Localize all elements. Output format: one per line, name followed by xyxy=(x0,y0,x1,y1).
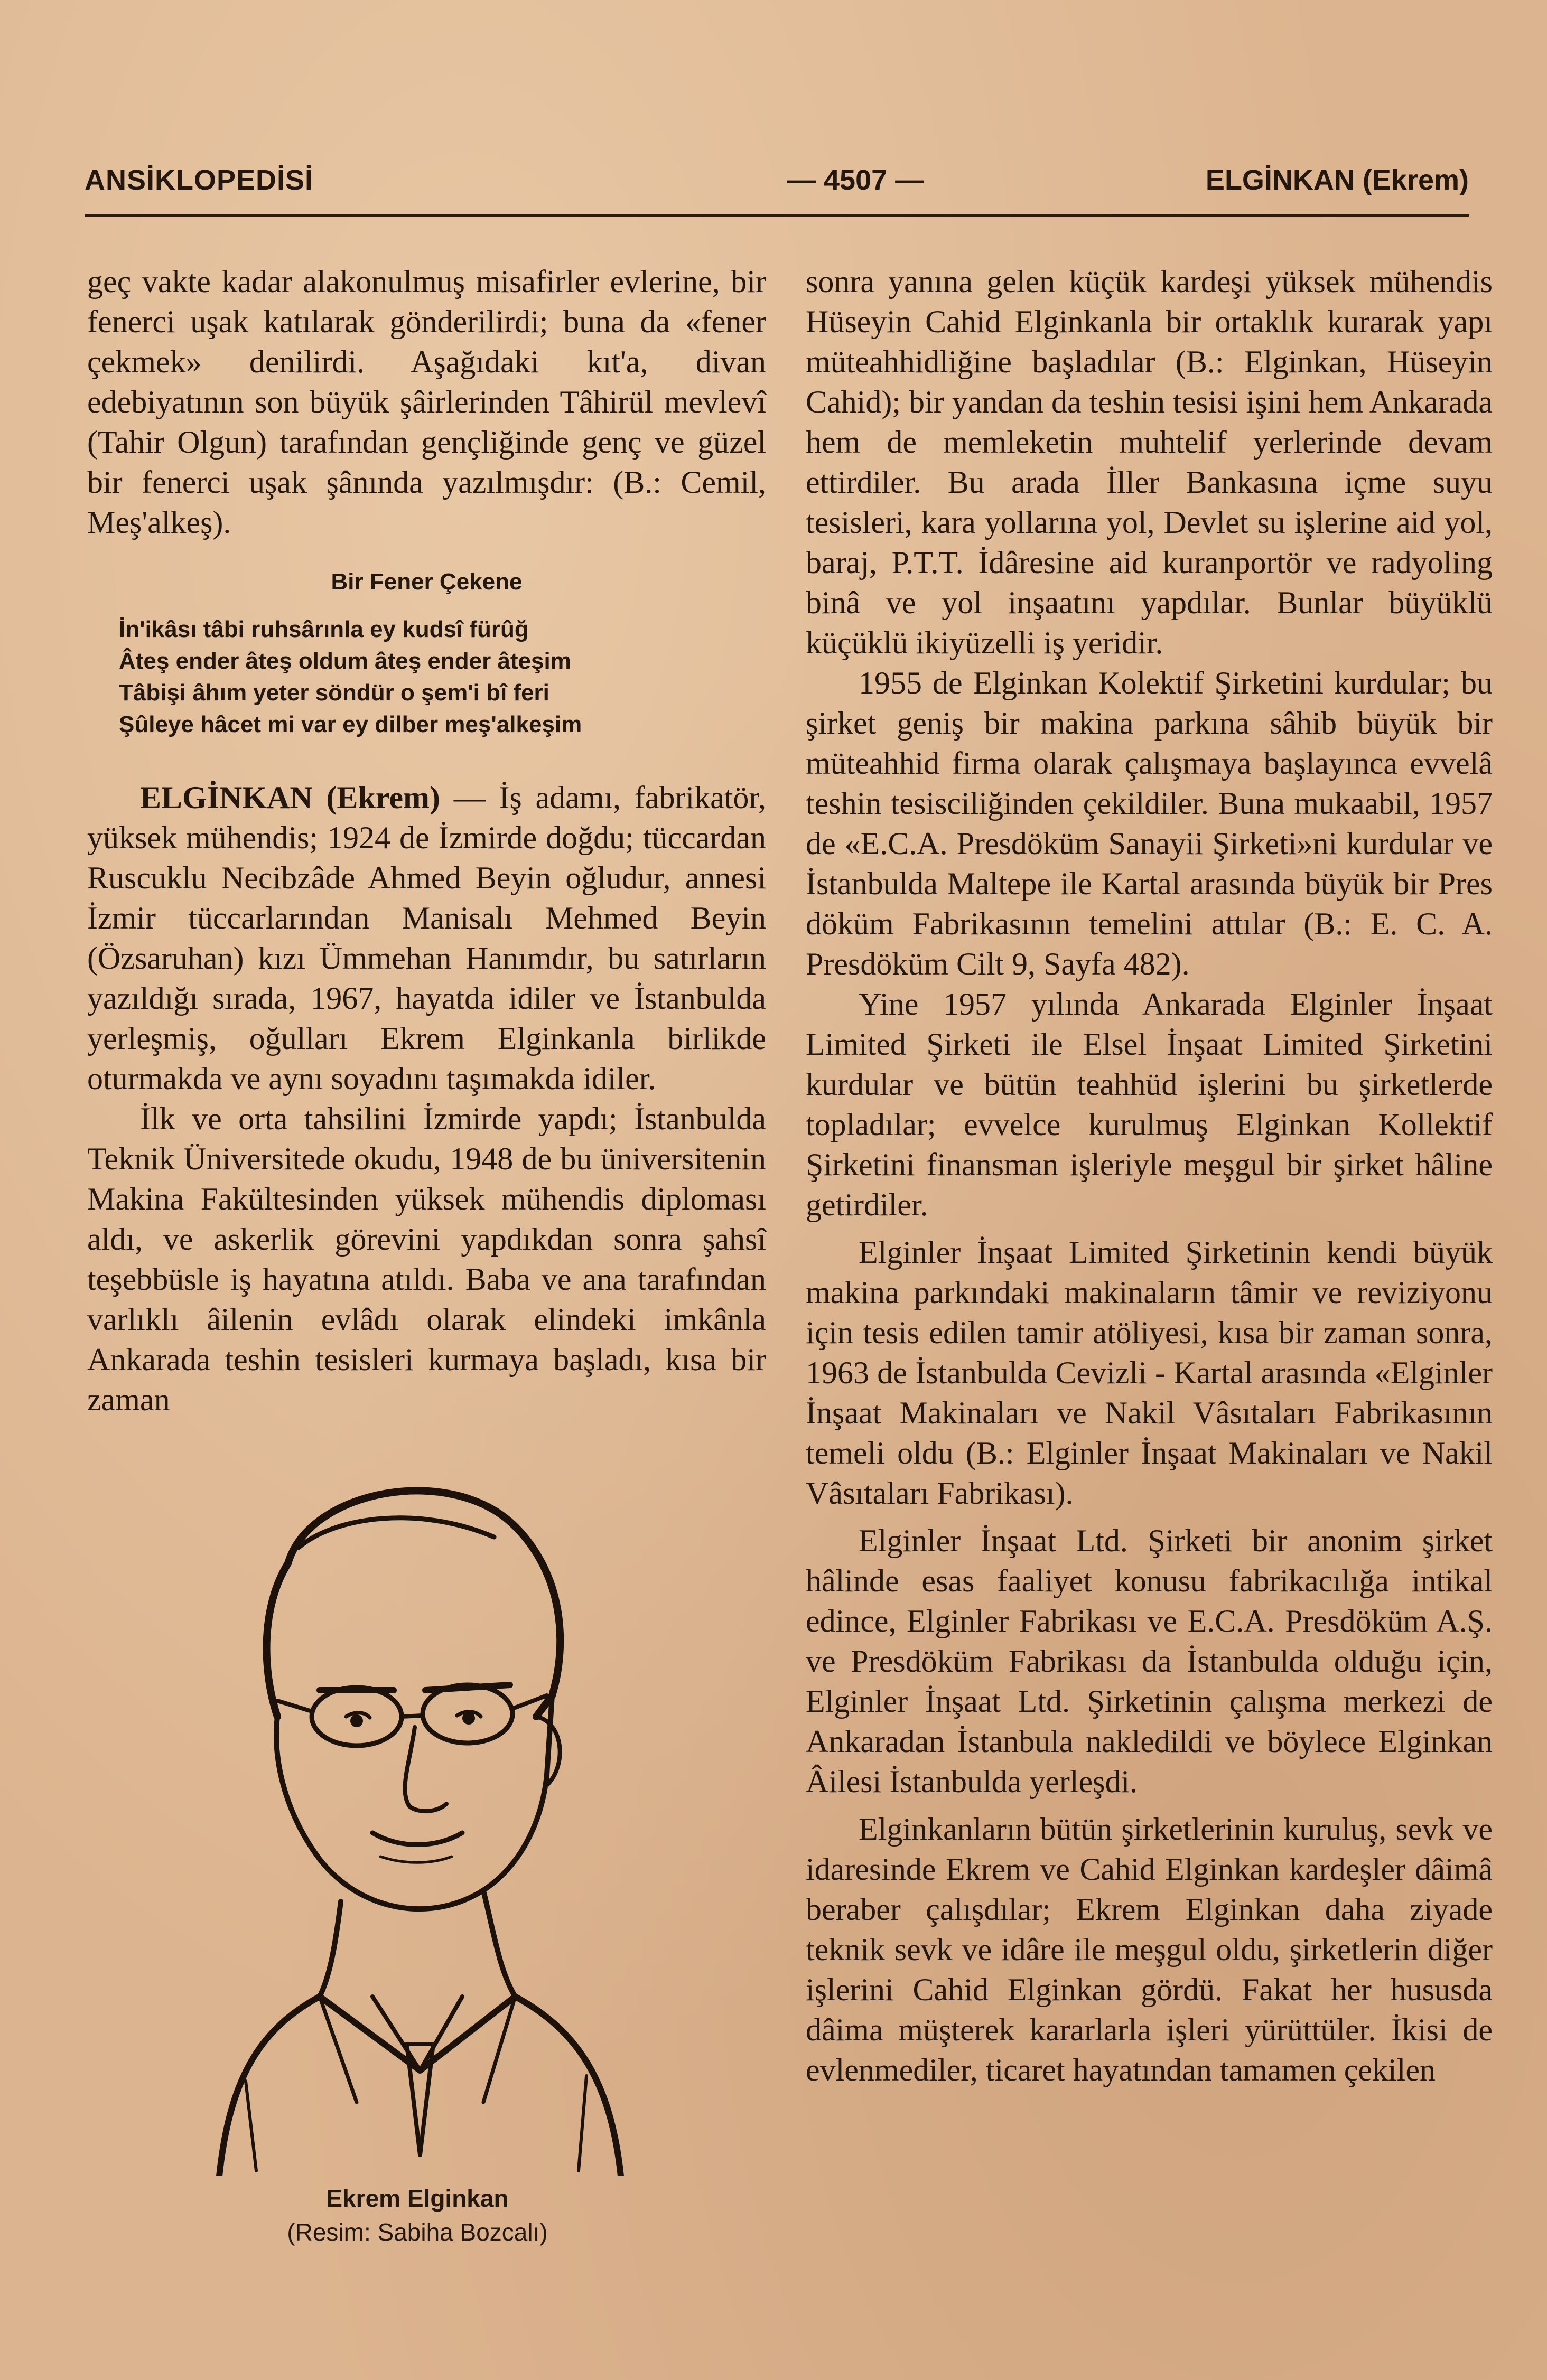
right-paragraph-2: 1955 de Elginkan Kolektif Şirketini kurdular; bu şirket geniş bir makina parkına sâhib büyük bir müteahhid firma olarak çalışmaya başlayınca evvelâ teshin tesisciliğinden çekildiler. Buna mukaabil, 1957 de «E.C.A. Presdöküm Sanayii Şirketi»ni kurdular ve İstanbulda Maltepe ile Kartal arasında büyük bir Pres döküm Fabrikasının temelini attılar (B.: E. C. A. Presdöküm Cilt 9, Sayfa 482). xyxy=(806,666,1493,981)
page-header xyxy=(85,158,1469,201)
right-paragraph-5: Elginler İnşaat Ltd. Şirketi bir anonim şirket hâlinde esas faaliyet konusu fabrikacılığa intikal edince, Elginler Fabrikası ve E.C.A. Presdöküm A.Ş. ve Presdöküm Fabrikası da İstanbulda olduğu için, Elginler İnşaat Ltd. Şirketinin çalışma merkezi de Ankaradan İstanbula nakledildi ve böylece Elginkan Âilesi İstanbulda yerleşdi. xyxy=(806,1523,1493,1799)
portrait-illustration xyxy=(198,1468,637,2176)
intro-paragraph: geç vakte kadar alakonulmuş misafirler evlerine, bir fenerci uşak katılarak gönderilirdi; buna da «fener çekmek» denilirdi. Aşağıdaki kıt'a, divan edebiyatının son büyük şâirlerinden Tâhirül mevlevî (Tahir Olgun) tarafından gençliğinde genç ve güzel bir fenerci uşak şânında yazılmışdır: (B.: Cemil, Meş'alkeş). xyxy=(87,264,766,540)
entry-paragraph-1 xyxy=(87,777,766,1099)
right-column xyxy=(806,261,1493,2090)
right-paragraph-6: Elginkanların bütün şirketlerinin kuruluş, sevk ve idaresinde Ekrem ve Cahid Elginkan kardeşler dâimâ beraber çalışdılar; Ekrem Elginkan daha ziyade teknik sevk ve idâre ile meşgul oldu, şirketlerin diğer işlerini Cahid Elginkan gördü. Fakat her hususda dâima müşterek kararlarla işleri yürüttüler. İkisi de evlenmediler, ticaret hayatından tamamen çekilen xyxy=(806,1812,1493,2087)
right-paragraph-3: Yine 1957 yılında Ankarada Elginler İnşaat Limited Şirketi ile Elsel İnşaat Limited Şirketini kurdular ve bütün teahhüd işlerini bu şirketlerde topladılar; evvelce kurulmuş Elginkan Kollektif Şirketini finansman işleriyle meşgul bir şirket hâline getirdiler. xyxy=(806,987,1493,1222)
header-right-title: ELGİNKAN (Ekrem) xyxy=(1205,164,1469,196)
caption-name: Ekrem Elginkan xyxy=(326,2185,509,2212)
poem-line: Âteş ender âteş oldum âteş ender âteşim xyxy=(119,648,571,674)
portrait-drawing xyxy=(198,1468,637,2176)
poem-line: Tâbişi âhım yeter söndür o şem'i bî feri xyxy=(119,680,549,706)
caption-credit: (Resim: Sabiha Bozcalı) xyxy=(287,2218,548,2246)
right-paragraph-4: Elginler İnşaat Limited Şirketinin kendi büyük makina parkındaki makinaların tâmir ve reviziyonu için tesis edilen tamir atöliyesi, kısa bir zaman sonra, 1963 de İstanbulda Cevizli - Kartal arasında «Elginler İnşaat Makinaları ve Nakil Vâsıtaları Fabrikasının temeli oldu (B.: Elginler İnşaat Makinaları ve Nakil Vâsıtaları Fabrikası). xyxy=(806,1235,1493,1511)
left-column xyxy=(87,261,766,1420)
header-left-title: ANSİKLOPEDİSİ xyxy=(85,164,314,196)
entry-paragraph-2: İlk ve orta tahsilini İzmirde yapdı; İstanbulda Teknik Üniversitede okudu, 1948 de bu üniversitenin Makina Fakültesinden yüksek mühendis diploması aldı, ve askerlik görevini yapdıkdan sonra şahsî teşebbüsle iş hayatına atıldı. Baba ve ana tarafından varlıklı âilenin evlâdı olarak elindeki imkânla Ankarada teshin tesisleri kurmaya başladı, kısa bir zaman xyxy=(87,1101,766,1417)
figure-caption xyxy=(232,2181,602,2249)
page-number: — 4507 — xyxy=(787,164,924,196)
poem-line: Şûleye hâcet mi var ey dilber meş'alkeşim xyxy=(119,711,582,737)
right-paragraph-1: sonra yanına gelen küçük kardeşi yüksek mühendis Hüseyin Cahid Elginkanla bir ortaklık kurarak yapı müteahhidliğine başladılar (B.: Elginkan, Hüseyin Cahid); bir yandan da teshin tesisi işini hem Ankarada hem de memleketin muhtelif yerlerinde devam ettirdiler. Bu arada İller Bankasına içme suyu tesisleri, kara yollarına yol, Devlet su işlerine aid yol, baraj, P.T.T. İdâresine aid kuranportör ve radyoling binâ ve yol inşaatını yapdılar. Bunlar büyüklü küçüklü ikiyüzelli iş yeridir. xyxy=(806,264,1493,660)
poem-title: Bir Fener Çekene xyxy=(331,569,523,595)
entry-text: — İş adamı, fabrikatör, yüksek mühendis; 1924 de İzmirde doğdu; tüccardan Ruscuklu Necibzâde Ahmed Beyin oğludur, annesi İzmir tüccarlarından Manisalı Mehmed Beyin (Özsaruhan) kızı Ümmehan Hanımdır, bu satırların yazıldığı sırada, 1967, hayatda idiler ve İstanbulda yerleşmiş, oğulları Ekrem Elginkanla birlikde oturmakda ve aynı soyadını taşımakda idiler. xyxy=(87,780,766,1096)
poem-line: İn'ikâsı tâbi ruhsârınla ey kudsî fürûğ xyxy=(119,616,529,642)
header-rule xyxy=(85,214,1469,217)
entry-headword: ELGİNKAN (Ekrem) xyxy=(140,780,440,815)
